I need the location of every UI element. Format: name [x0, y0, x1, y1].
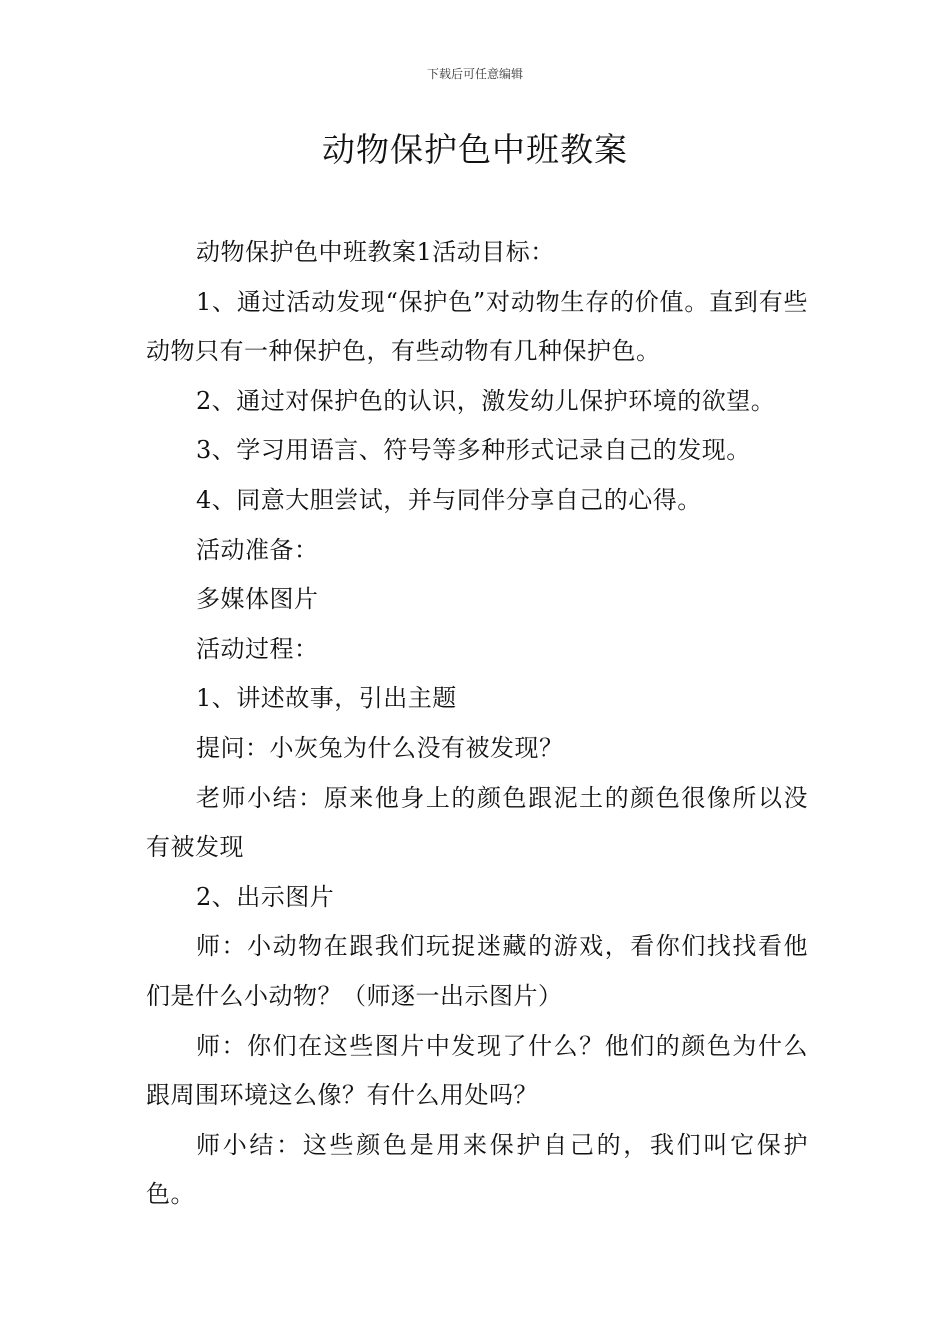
document-body	[146, 228, 808, 1220]
paragraph-objective-3: 3、学习用语言、符号等多种形式记录自己的发现。	[196, 436, 751, 465]
paragraph-objective-1: 1、通过活动发现“保护色”对动物生存的价值。直到有些动物只有一种保护色，有些动物有几种保护色。	[146, 287, 808, 366]
paragraph-teacher-summary: 老师小结：原来他身上的颜色跟泥土的颜色很像所以没有被发现	[146, 783, 808, 862]
paragraph-objective-4: 4、同意大胆尝试，并与同伴分享自己的心得。	[196, 485, 702, 514]
paragraph-process-heading: 活动过程：	[196, 634, 319, 663]
paragraph-teacher-prompt-1: 师：小动物在跟我们玩捉迷藏的游戏，看你们找找看他们是什么小动物？（师逐一出示图片）	[146, 932, 808, 1010]
paragraph-question: 提问：小灰兔为什么没有被发现？	[196, 733, 564, 762]
paragraph-objective-2: 2、通过对保护色的认识，激发幼儿保护环境的欲望。	[196, 386, 776, 415]
paragraph-teacher-prompt-2: 师：你们在这些图片中发现了什么？他们的颜色为什么跟周围环境这么像？有什么用处吗？	[146, 1031, 808, 1110]
paragraph-step-2: 2、出示图片	[196, 882, 335, 911]
document-title: 动物保护色中班教案	[322, 130, 628, 169]
paragraph-step-1: 1、讲述故事，引出主题	[196, 684, 457, 713]
paragraph-preparation-heading: 活动准备：	[196, 535, 319, 564]
paragraph-teacher-conclusion: 师小结：这些颜色是用来保护自己的，我们叫它保护色。	[146, 1130, 808, 1209]
header-note: 下载后可任意编辑	[426, 67, 523, 81]
paragraph-preparation-item: 多媒体图片	[196, 585, 319, 614]
paragraph-objectives-heading: 动物保护色中班教案1活动目标：	[196, 238, 555, 266]
